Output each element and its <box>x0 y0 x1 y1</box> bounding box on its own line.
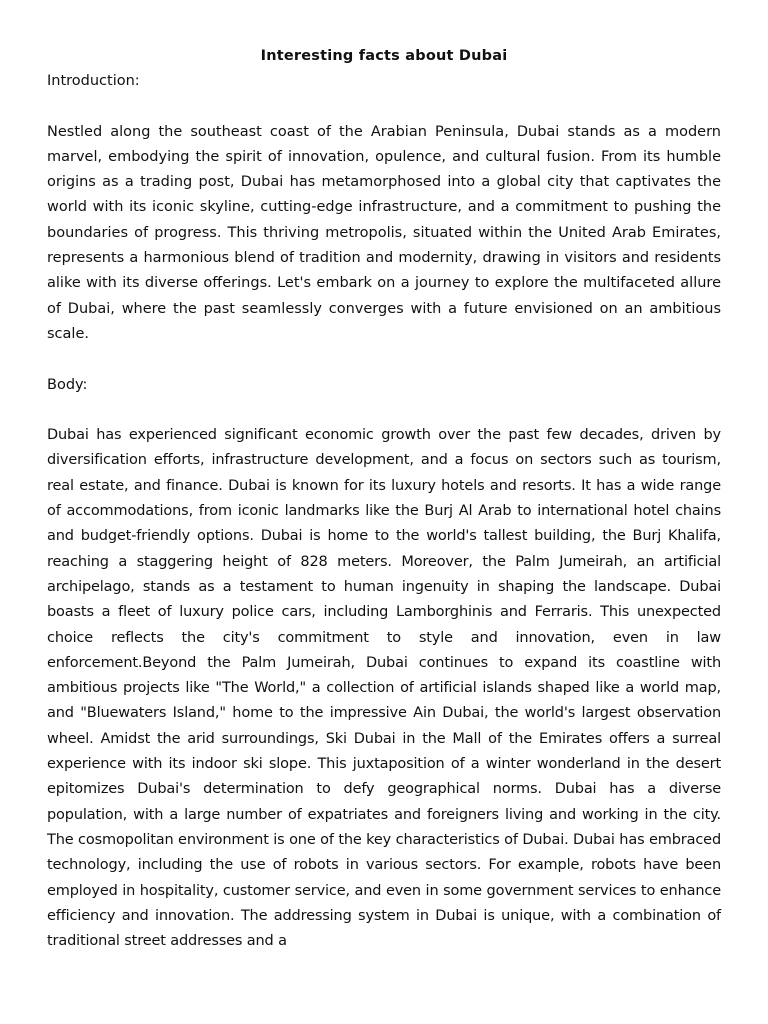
introduction-paragraph: Nestled along the southeast coast of the Arabian Peninsula, Dubai stands as a modern marvel, embodying the spirit of innovation, opulence, and cultural fusion. From its humble origins as a trading post, Dubai has metamorphosed into a global city that captivates the world with its iconic skyline, cutting-edge infrastructure, and a commitment to pushing the boundaries of progress. This thriving metropolis, situated within the United Arab Emirates, represents a harmonious blend of tradition and modernity, drawing in visitors and residents alike with its diverse offerings. Let's embark on a journey to explore the multifaceted allure of Dubai, where the past seamlessly converges with a future envisioned on an ambitious scale. <box>47 123 721 342</box>
document-title: Interesting facts about Dubai <box>260 48 508 64</box>
paragraph-gap <box>47 347 721 372</box>
paragraph-gap <box>47 398 721 423</box>
introduction-heading: Introduction: <box>47 73 140 89</box>
document-page <box>47 44 721 954</box>
body-heading: Body: <box>47 376 88 393</box>
paragraph-gap <box>47 94 721 119</box>
body-paragraph: Dubai has experienced significant economic growth over the past few decades, driven by diversification efforts, infrastructure development, and a focus on sectors such as tourism, real estate, and finance. Dubai is known for its luxury hotels and resorts. It has a wide range of accommodations, from iconic landmarks like the Burj Al Arab to international hotel chains and budget-friendly options. Dubai is home to the world's tallest building, the Burj Khalifa, reaching a staggering height of 828 meters. Moreover, the Palm Jumeirah, an artificial archipelago, stands as a testament to human ingenuity in shaping the landscape. Dubai boasts a fleet of luxury police cars, including Lamborghinis and Ferraris. This unexpected choice reflects the city's commitment to style and innovation, even in law enforcement.Beyond the Palm Jumeirah, Dubai continues to expand its coastline with ambitious projects like "The World," a collection of artificial islands shaped like a world map, and "Bluewaters Island," home to the impressive Ain Dubai, the world's largest observation wheel. Amidst the arid surroundings, Ski Dubai in the Mall of the Emirates offers a surreal experience with its indoor ski slope. This juxtaposition of a winter wonderland in the desert epitomizes Dubai's determination to defy geographical norms. Dubai has a diverse population, with a large number of expatriates and foreigners living and working in the city. The cosmopolitan environment is one of the key characteristics of Dubai. Dubai has embraced technology, including the use of robots in various sectors. For example, robots have been employed in hospitality, customer service, and even in some government services to enhance efficiency and innovation. The addressing system in Dubai is unique, with a combination of traditional street addresses and a <box>47 427 721 950</box>
